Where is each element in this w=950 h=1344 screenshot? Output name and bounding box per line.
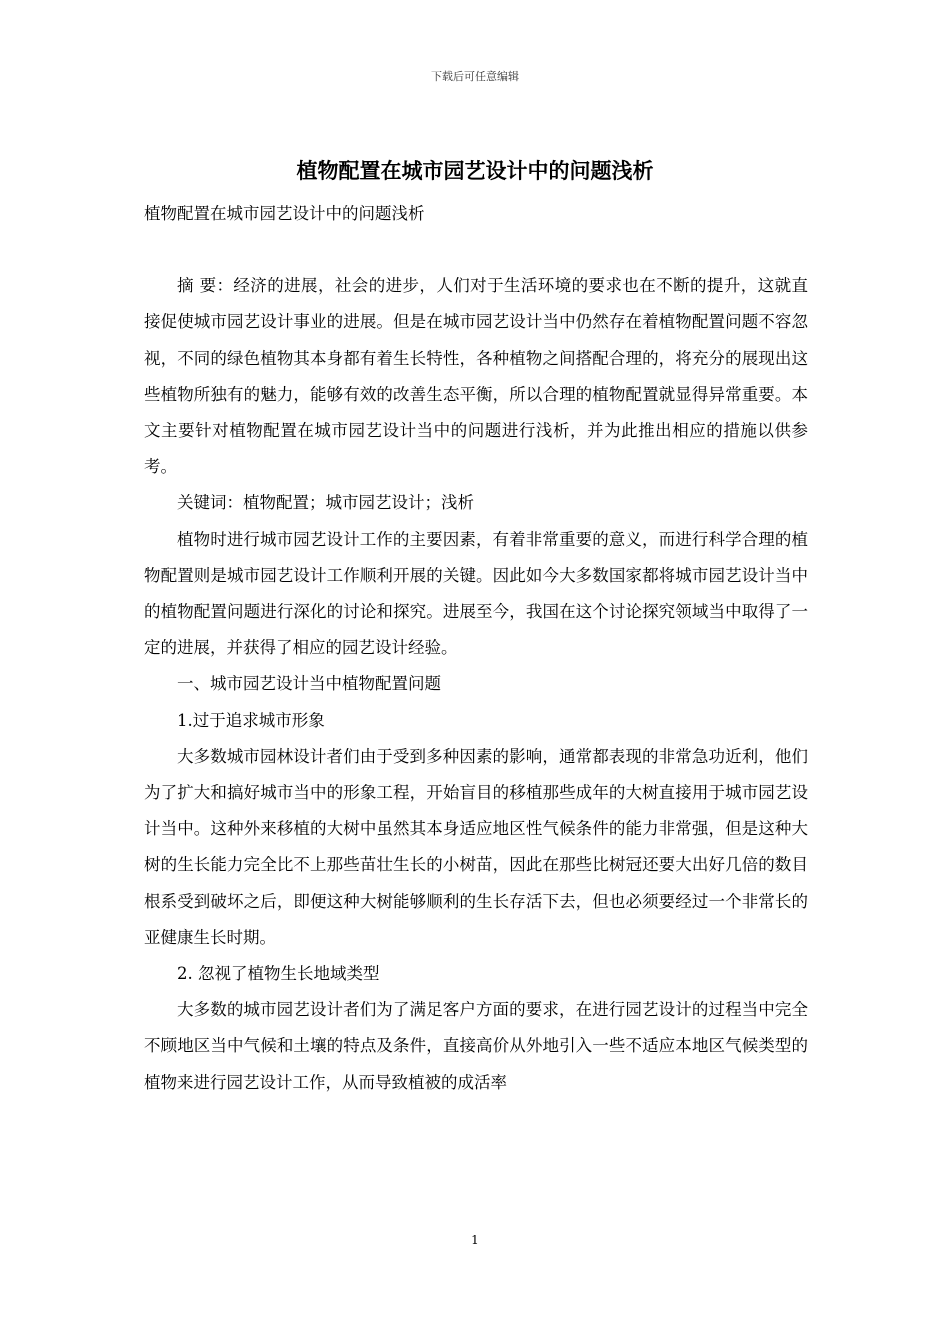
intro-paragraph: 植物时进行城市园艺设计工作的主要因素，有着非常重要的意义，而进行科学合理的植物配置则是城市园艺设计工作顺利开展的关键。因此如今大多数国家都将城市园艺设计当中的植物配置问题进行深化的讨论和探究。进展至今，我国在这个讨论探究领域当中取得了一定的进展，并获得了相应的园艺设计经验。 (144, 529, 808, 658)
section-heading-1: 一、城市园艺设计当中植物配置问题 (177, 674, 441, 694)
body-paragraph: 大多数城市园林设计者们由于受到多种因素的影响，通常都表现的非常急功近利，他们为了扩大和搞好城市当中的形象工程，开始盲目的移植那些成年的大树直接用于城市园艺设计当中。这种外来移植的大树中虽然其本身适应地区性气候条件的能力非常强，但是这种大树的生长能力完全比不上那些苗壮生长的小树苗，因此在那些比树冠还要大出好几倍的数目根系受到破坏之后，即便这种大树能够顺利的生长存活下去，但也必须要经过一个非常长的亚健康生长时期。 (144, 746, 808, 947)
page-number: 1 (471, 1233, 479, 1247)
document-title: 植物配置在城市园艺设计中的问题浅析 (296, 159, 654, 183)
body-paragraph: 大多数的城市园艺设计者们为了满足客户方面的要求，在进行园艺设计的过程当中完全不顾地区当中气候和土壤的特点及条件，直接高价从外地引入一些不适应本地区气候类型的植物来进行园艺设计工作，从而导致植被的成活率 (144, 1000, 808, 1092)
subsection-heading-2: 2. 忽视了植物生长地域类型 (177, 964, 380, 984)
keywords-paragraph: 关键词：植物配置；城市园艺设计；浅析 (177, 493, 474, 513)
page-header: 下载后可任意编辑 (431, 70, 519, 83)
document-body (144, 196, 808, 1101)
subtitle: 植物配置在城市园艺设计中的问题浅析 (144, 204, 425, 223)
blank-line (144, 232, 808, 268)
subsection-heading-1: 1.过于追求城市形象 (177, 710, 325, 730)
abstract-paragraph: 摘 要：经济的进展，社会的进步，人们对于生活环境的要求也在不断的提升，这就直接促使城市园艺设计事业的进展。但是在城市园艺设计当中仍然存在着植物配置问题不容忽视，不同的绿色植物其本身都有着生长特性，各种植物之间搭配合理的，将充分的展现出这些植物所独有的魅力，能够有效的改善生态平衡，所以合理的植物配置就显得异常重要。本文主要针对植物配置在城市园艺设计当中的问题进行浅析，并为此推出相应的措施以供参考。 (144, 276, 808, 477)
